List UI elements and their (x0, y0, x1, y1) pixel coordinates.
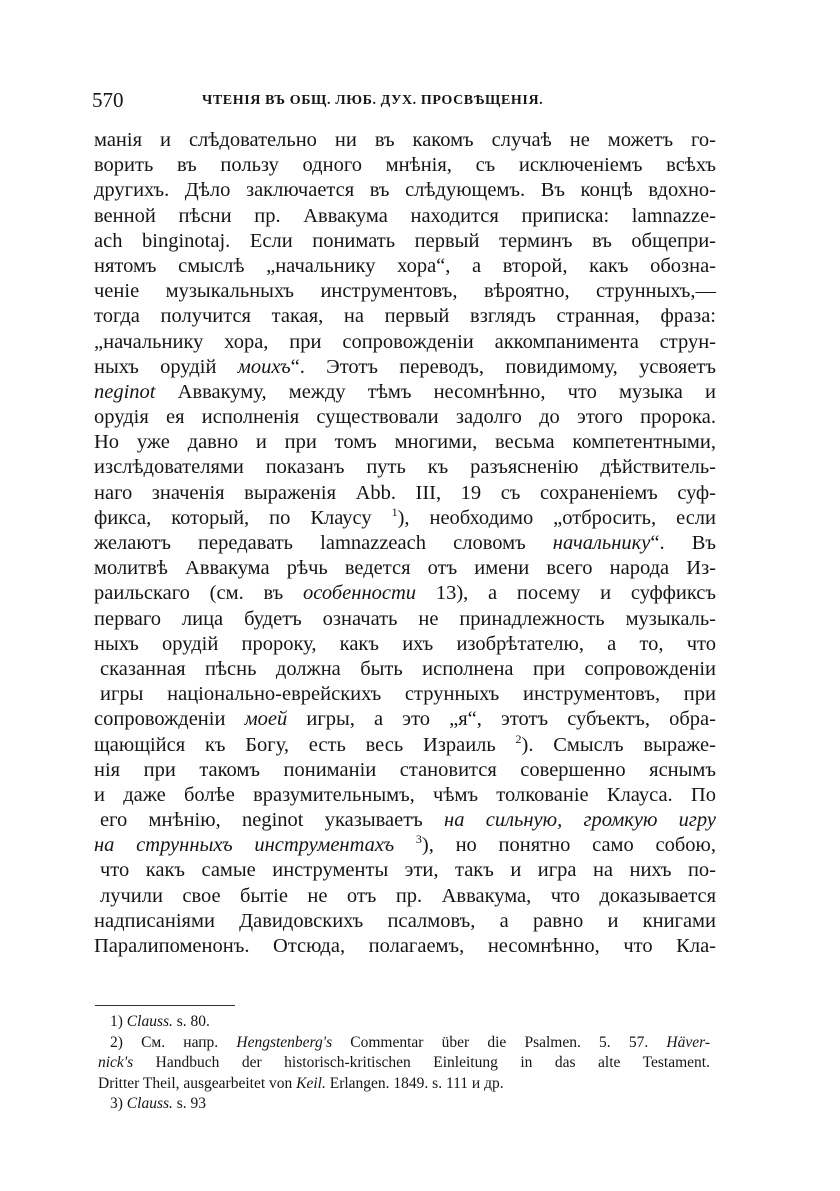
text-run: его мнѣнію, neginot указываетъ (100, 809, 445, 832)
text-line: Паралипоменонъ. Отсюда, полагаемъ, несомнѣнно, что Кла- (94, 935, 716, 957)
text-line: другихъ. Дѣло заключается въ слѣдующемъ. Въ концѣ вдохно- (94, 179, 716, 202)
italic-run: neginot (94, 380, 156, 403)
text-line: молитвѣ Аввакума рѣчь ведется отъ имени всего народа Из- (94, 557, 716, 580)
text-run: Erlangen. 1849. s. 111 и др. (325, 1074, 504, 1092)
text-run: s. 93 (172, 1095, 207, 1112)
text-run: “. Въ (650, 532, 716, 554)
text-run: сопровожденіи (94, 708, 245, 731)
text-line: нятомъ смыслѣ „начальнику хора“, а второй, какъ обозна- (94, 254, 716, 277)
footnote-ref: 2 (515, 731, 522, 746)
footnote-ref: 1 (391, 504, 398, 519)
footnote-divider (95, 1005, 235, 1006)
text-line: сказанная пѣснь должна быть исполнена при сопровожденіи (100, 657, 716, 680)
italic-run: моихъ (237, 355, 291, 378)
main-text (94, 128, 716, 959)
text-run: ), но понятно само собою, (421, 834, 716, 857)
text-run: фикса, который, по Клаусу (94, 506, 392, 529)
italic-run: начальнику (552, 532, 651, 554)
text-run: желаютъ передавать lamnazzeach словомъ (94, 532, 553, 554)
text-run: Handbuch der historisch-kritischen Einleitung in das alte Testament. (133, 1054, 710, 1071)
text-line (94, 531, 716, 556)
footnote-1 (110, 1012, 710, 1033)
text-line (94, 380, 716, 405)
italic-run: Hengstenberg's (236, 1033, 333, 1051)
italic-run: на струнныхъ инструментахъ (94, 834, 395, 857)
text-run: Commentar über die Psalmen. 5. 57. (332, 1033, 667, 1051)
text-line: венной пѣсни пр. Аввакума находится приписка: lamnazze- (94, 204, 716, 227)
italic-run: Häver- (666, 1033, 710, 1051)
text-line: манія и слѣдовательно ни въ какомъ случаѣ не можетъ го- (94, 129, 716, 151)
text-line: что какъ самые инструменты эти, такъ и игра на нихъ по- (100, 859, 716, 882)
italic-run: моей (244, 708, 288, 731)
text-line: изслѣдователями показанъ путь къ разъясненію дѣйствитель- (94, 456, 716, 479)
footnote-2-continued (98, 1053, 710, 1074)
footnotes (98, 1012, 710, 1115)
running-title: ЧТЕНІЯ ВЪ ОБЩ. ЛЮБ. ДУХ. ПРОСВѢЩЕНІЯ. (202, 93, 544, 108)
text-run: 13), а посему и суффиксъ (416, 582, 717, 605)
text-line (94, 733, 716, 758)
footnote-2 (110, 1033, 710, 1054)
text-run: ). Смыслъ выраже- (521, 733, 716, 756)
text-run: ), необходимо „отбросить, если (397, 506, 717, 529)
text-line (94, 506, 716, 531)
italic-run: Clauss. (126, 1013, 173, 1030)
footnote-ref: 3 (415, 832, 422, 847)
text-line: орудія ея исполненія существовали задолго до этого пророка. (94, 406, 716, 429)
text-line: ченіе музыкальныхъ инструментовъ, вѣроятно, струнныхъ,— (94, 280, 716, 303)
text-run: См. напр. (122, 1033, 237, 1051)
text-line (94, 707, 716, 732)
text-line: наго значенія выраженія Abb. III, 19 съ сохраненіемъ суф- (94, 481, 716, 504)
footnote-mark: 2) (110, 1033, 123, 1051)
text-line: ныхъ орудій пророку, какъ ихъ изобрѣтателю, а то, что (94, 632, 716, 655)
text-run: игры, а это „я“, этотъ субъектъ, обра- (287, 708, 716, 731)
text-line (94, 355, 716, 380)
footnote-mark: 1) (110, 1013, 123, 1030)
text-line (94, 808, 716, 833)
italic-run: Keil. (296, 1074, 326, 1092)
text-run: раильскаго (см. въ (94, 582, 304, 605)
text-line: нія при такомъ пониманіи становится совершенно яснымъ (94, 758, 716, 781)
text-line: и даже болѣе вразумительнымъ, чѣмъ толкованіе Клауса. По (94, 783, 716, 806)
text-line: надписаніями Давидовскихъ псалмовъ, а равно и книгами (94, 909, 716, 932)
text-run: щающійся къ Богу, есть весь Израиль (94, 733, 516, 756)
page-number: 570 (92, 88, 124, 112)
text-run: “. Этотъ переводъ, повидимому, усвояетъ (290, 355, 716, 378)
italic-run: особенности (303, 582, 417, 605)
footnote-2-continued (98, 1074, 710, 1095)
text-line (94, 581, 716, 606)
italic-run: nick's (98, 1054, 134, 1071)
text-line: тогда получится такая, на первый взглядъ странная, фраза: (94, 305, 716, 328)
text-line: лучили свое бытіе не отъ пр. Аввакума, что доказывается (100, 884, 716, 907)
text-run: ныхъ орудій (94, 355, 238, 378)
running-header (92, 88, 712, 116)
footnote-3 (110, 1094, 710, 1115)
text-line (94, 833, 716, 858)
text-run: Dritter Theil, ausgearbeitet von (98, 1074, 297, 1092)
text-run: s. 80. (172, 1013, 210, 1030)
text-run: Аввакуму, между тѣмъ несомнѣнно, что музыка и (155, 380, 716, 403)
italic-run: Clauss. (126, 1095, 173, 1112)
text-line: ворить въ пользу одного мнѣнія, съ исключеніемъ всѣхъ (94, 154, 716, 177)
footnote-mark: 3) (110, 1095, 123, 1112)
italic-run: на сильную, громкую игру (444, 809, 717, 832)
text-line: Но уже давно и при томъ многими, весьма компетентными, (94, 431, 716, 454)
text-line: перваго лица будетъ означать не принадлежность музыкаль- (94, 607, 716, 630)
text-line: ach binginotaj. Если понимать первый терминъ въ общепри- (94, 229, 716, 252)
text-line: игры національно-еврейскихъ струнныхъ инструментовъ, при (100, 683, 716, 706)
text-line: „начальнику хора, при сопровожденіи аккомпанимента струн- (94, 330, 716, 353)
